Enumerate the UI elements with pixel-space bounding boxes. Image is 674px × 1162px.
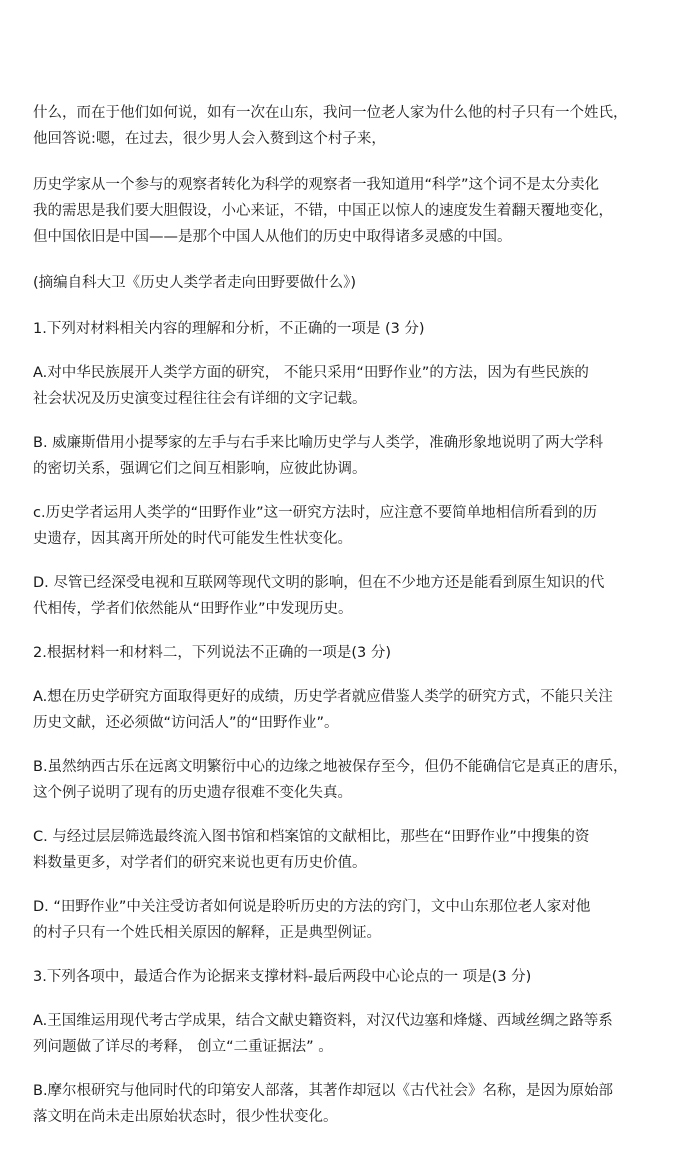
- text-line: 的密切关系，强调它们之间互相影响，应彼此协调。: [33, 461, 367, 477]
- question-1-option-d: [33, 570, 663, 622]
- text-line: A.想在历史学研究方面取得更好的成绩，历史学者就应借鉴人类学的研究方式，不能只关注: [33, 689, 613, 705]
- text-line: 什么，而在于他们如何说，如有一次在山东，我问一位老人家为什么他的村子只有一个姓氏，: [33, 105, 628, 121]
- text-line: A.对中华民族展开人类学方面的研究， 不能只采用“田野作业”的方法，因为有些民族的: [33, 365, 589, 381]
- text-line: C. 与经过层层筛选最终流入图书馆和档案馆的文献相比，那些在“田野作业”中搜集的资: [33, 829, 590, 845]
- text-line: D. “田野作业”中关注受访者如何说是聆听历史的方法的窍门，文中山东那位老人家对他: [33, 899, 591, 915]
- text-line: 代相传，学者们依然能从“田野作业”中发现历史。: [33, 601, 353, 617]
- text-line: 1.下列对材料相关内容的理解和分析，不正确的一项是 (3 分): [33, 321, 425, 337]
- text-line: 他回答说:嗯，在过去，很少男人会入赘到这个村子来，: [33, 131, 386, 147]
- question-1: [33, 316, 663, 342]
- source-citation: [33, 270, 663, 296]
- paragraph-0: [33, 100, 663, 152]
- question-2-option-a: [33, 684, 663, 736]
- question-2-option-c: [33, 824, 663, 876]
- text-line: 列问题做了详尽的考释， 创立“二重证据法” 。: [33, 1039, 333, 1055]
- text-line: 2.根据材料一和材料二，下列说法不正确的一项是(3 分): [33, 645, 391, 661]
- document-page: [33, 100, 663, 1130]
- text-line: D. 尽管已经深受电视和互联网等现代文明的影响，但在不少地方还是能看到原生知识的代: [33, 575, 605, 591]
- paragraph-1: [33, 172, 663, 250]
- question-1-option-a: [33, 360, 663, 412]
- text-line: 史遗存，因其离开所处的时代可能发生性状变化。: [33, 531, 352, 547]
- question-3-option-a: [33, 1008, 663, 1060]
- text-line: c.历史学者运用人类学的“田野作业”这一研究方法时，应注意不要简单地相信所看到的历: [33, 505, 598, 521]
- question-3-option-b: [33, 1078, 663, 1130]
- text-line: 这个例子说明了现有的历史遗存很难不变化失真。: [33, 785, 352, 801]
- text-line: A.王国维运用现代考古学成果，结合文献史籍资料，对汉代边塞和烽燧、西域丝绸之路等系: [33, 1013, 613, 1029]
- question-2-option-b: [33, 754, 663, 806]
- text-line: (摘编自科大卫《历史人类学者走向田野要做什么》): [33, 275, 357, 291]
- question-3: [33, 964, 663, 990]
- text-line: 历史学家从一个参与的观察者转化为科学的观察者一我知道用“科学”这个词不是太分卖化: [33, 177, 600, 193]
- text-line: B.虽然纳西古乐在远离文明繁衍中心的边缘之地被保存至今，但仍不能确信它是真正的唐乐，: [33, 759, 628, 775]
- question-1-option-b: [33, 430, 663, 482]
- text-line: 但中国依旧是中国——是那个中国人从他们的历史中取得诸多灵感的中国。: [33, 229, 512, 245]
- question-1-option-c: [33, 500, 663, 552]
- text-line: B.摩尔根研究与他同时代的印第安人部落，其著作却冠以《古代社会》名称，是因为原始部: [33, 1083, 614, 1099]
- text-line: 的村子只有一个姓氏相关原因的解释，正是典型例证。: [33, 925, 381, 941]
- text-line: 历史文献，还必须做“访问活人”的“田野作业”。: [33, 715, 339, 731]
- question-2: [33, 640, 663, 666]
- text-line: 3.下列各项中，最适合作为论据来支撑材料-最后两段中心论点的一 项是(3 分): [33, 969, 532, 985]
- text-line: 社会状况及历史演变过程往往会有详细的文字记载。: [33, 391, 367, 407]
- text-line: B. 威廉斯借用小提琴家的左手与右手来比喻历史学与人类学，准确形象地说明了两大学科: [33, 435, 604, 451]
- question-2-option-d: [33, 894, 663, 946]
- text-line: 我的需思是我们要大胆假设，小心来证，不错，中国正以惊人的速度发生着翻天覆地变化，: [33, 203, 613, 219]
- text-line: 落文明在尚未走出原始状态时，很少性状变化。: [33, 1109, 338, 1125]
- text-line: 料数量更多，对学者们的研究来说也更有历史价值。: [33, 855, 367, 871]
